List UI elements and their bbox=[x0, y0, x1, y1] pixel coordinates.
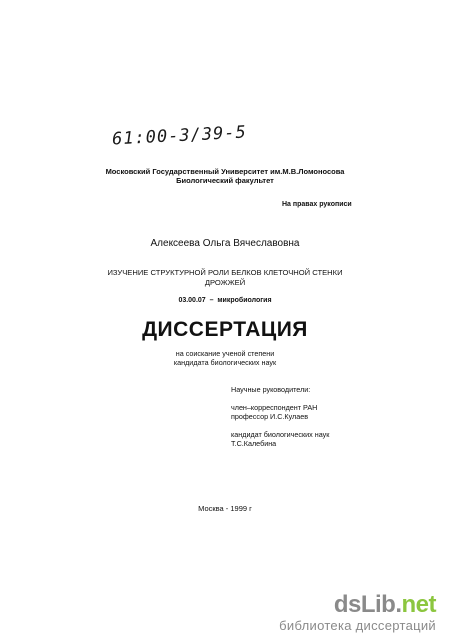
advisers-block bbox=[231, 385, 329, 448]
specialty-code: 03.00.07 – микробиология bbox=[178, 297, 272, 304]
degree-line2: кандидата биологических наук bbox=[173, 358, 277, 367]
advisers-heading: Научные руководители: bbox=[231, 385, 311, 394]
adviser1-name: профессор И.С.Кулаев bbox=[231, 412, 309, 421]
logo-dot: . bbox=[395, 591, 402, 618]
thesis-title bbox=[0, 268, 450, 288]
adviser1-title: член–корреспондент РАН bbox=[231, 403, 318, 412]
institution bbox=[0, 167, 450, 185]
author-name: Алексеева Ольга Вячеславовна bbox=[150, 238, 300, 249]
document-type-heading: ДИССЕРТАЦИЯ bbox=[142, 318, 308, 341]
logo-lib: Lib bbox=[360, 591, 396, 618]
thesis-title-line2: ДРОЖЖЕЙ bbox=[204, 278, 246, 287]
rights-note: На правах рукописи bbox=[282, 201, 352, 208]
dslib-logo-text bbox=[279, 592, 436, 618]
adviser2-title: кандидат биологических наук bbox=[231, 430, 330, 439]
dslib-watermark-logo bbox=[279, 592, 436, 633]
degree-line1: на соискание ученой степени bbox=[175, 349, 275, 358]
handwritten-code: 61:00-3/39-5 bbox=[111, 122, 248, 150]
logo-tagline: библиотека диссертаций bbox=[279, 618, 436, 633]
city-year: Москва - 1999 г bbox=[198, 504, 252, 513]
institution-name: Московский Государственный Университет им.М.В.Ломоносова bbox=[105, 167, 345, 176]
adviser2-name: Т.С.Калебина bbox=[231, 439, 277, 448]
logo-ds: ds bbox=[333, 591, 361, 618]
degree-statement bbox=[0, 349, 450, 367]
faculty-name: Биологический факультет bbox=[176, 176, 274, 185]
logo-net: net bbox=[401, 591, 436, 618]
thesis-title-line1: ИЗУЧЕНИЕ СТРУКТУРНОЙ РОЛИ БЕЛКОВ КЛЕТОЧНОЙ СТЕНКИ bbox=[107, 268, 343, 277]
